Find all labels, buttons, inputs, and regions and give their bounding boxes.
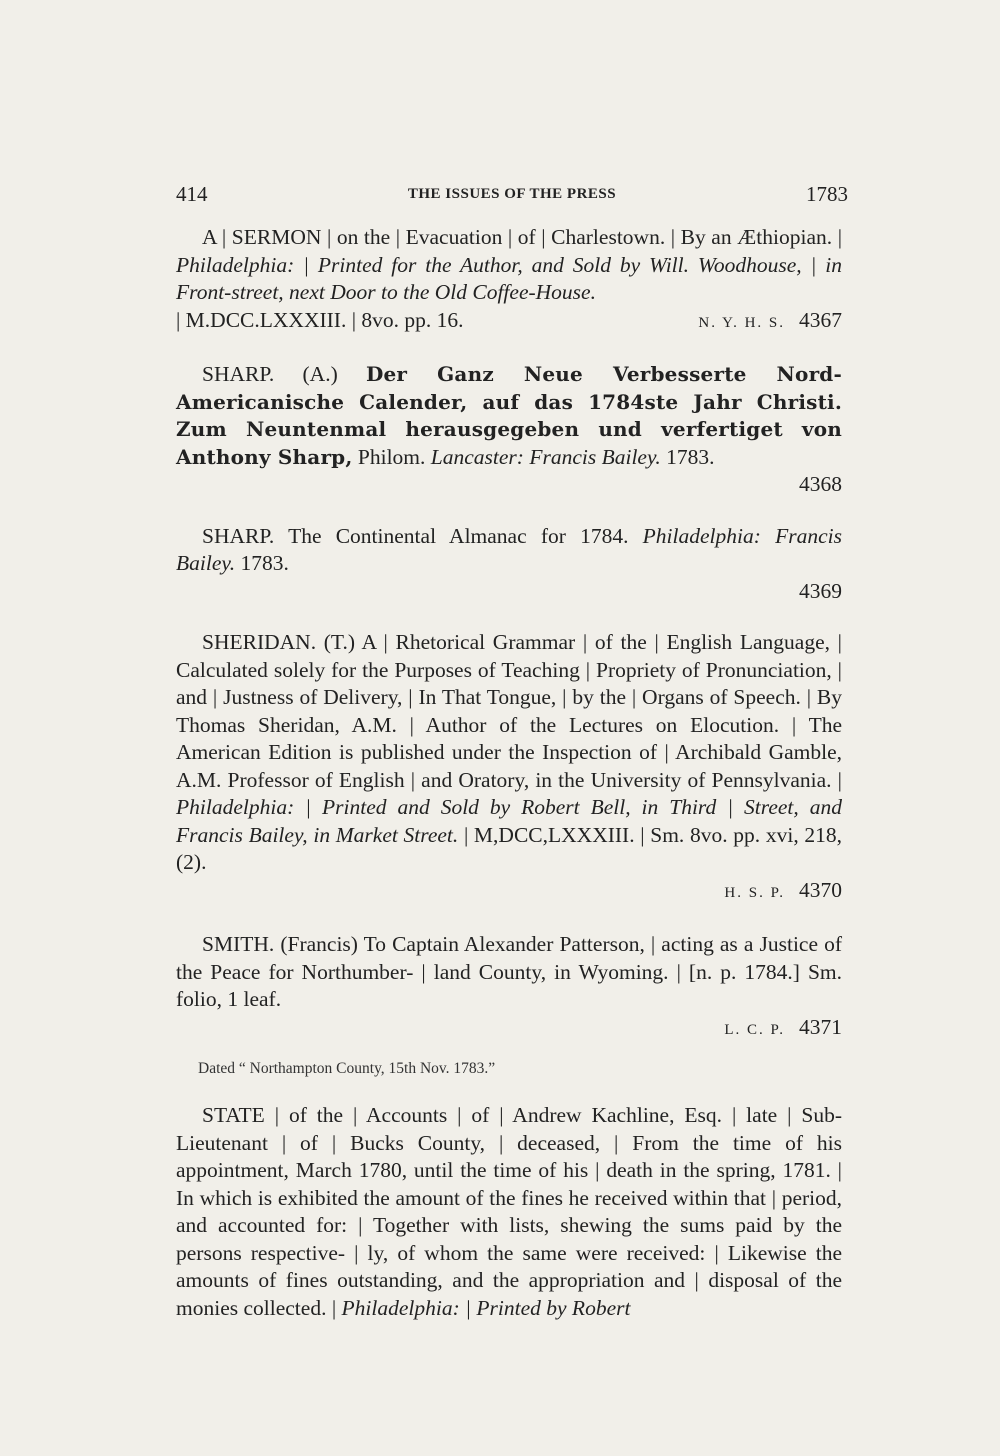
- entry-tail: [176, 877, 842, 908]
- entries-body: [176, 224, 842, 1346]
- header-year: 1783: [806, 182, 848, 206]
- entry-author: SHARP. (A.): [202, 362, 366, 386]
- entry-text: SHARP. The Continental Almanac for 1784.: [202, 523, 643, 548]
- entry-text: SHERIDAN. (T.) A | Rhetorical Grammar | of the | English Language, | Calculated solely for the Purposes of Teaching | Propriety of Pronunciation, | and | Justness of Delivery, | In That Tongue, | by the | Organs of Speech. | By Thomas Sheridan, A.M. | Author of the Lectures on Elocution. | The American Edition is published under the Inspection of | Archibald Gamble, A.M. Professor of English | and Oratory, in the University of Pennsylvania. |: [176, 630, 842, 792]
- entry-fraktur-title: Der Ganz Neue Verbesserte Nord-Americanische Calender, auf das 1784ste Jahr Christi. Zum Neuntenmal herausgegeben und verfertiget von Anthony Sharp,: [176, 362, 842, 469]
- entry-note: Dated “ Northampton County, 15th Nov. 1783.”: [198, 1060, 496, 1077]
- page-number: 414: [176, 182, 208, 206]
- entry-imprint: Philadelphia: | Printed for the Author, and Sold by Will. Woodhouse, | in Front-street, next Door to the Old Coffee-House.: [176, 252, 842, 304]
- entry-text: Philom.: [352, 444, 431, 469]
- entry-4371: [176, 931, 842, 1044]
- entry-4367: [176, 224, 842, 337]
- entry-tail: [176, 471, 842, 499]
- entry-location: L. C. P.: [724, 1021, 785, 1038]
- entry-location: N. Y. H. S.: [698, 314, 785, 331]
- entry-text: SMITH. (Francis) To Captain Alexander Patterson, | acting as a Justice of the Peace for Northumber- | land County, in Wyoming. | [n. p. 1784.] Sm. folio, 1 leaf.: [176, 932, 842, 1011]
- entry-imprint: Philadelphia: | Printed by Robert: [341, 1295, 631, 1320]
- page-header: [176, 182, 848, 212]
- entry-4369: [176, 523, 842, 606]
- entry-imprint: Philadelphia: | Printed and Sold by Robert Bell, in Third | Street, and Francis Bailey, in Market Street.: [176, 795, 842, 847]
- entry-tail: [176, 578, 842, 606]
- entry-location: H. S. P.: [724, 884, 785, 901]
- entry-imprint: Philadelphia: Francis Bailey.: [176, 523, 842, 575]
- entry-4370: [176, 629, 842, 907]
- entry-number: 4368: [799, 472, 842, 496]
- entry-number: 4370: [799, 877, 842, 902]
- entry-number: 4371: [799, 1014, 842, 1039]
- entry-tail: [176, 307, 842, 338]
- entry-state-accounts: [176, 1102, 842, 1322]
- entry-text: STATE | of the | Accounts | of | Andrew Kachline, Esq. | late | Sub-Lieutenant | of | Bucks County, | deceased, | From the time of his appointment, March 1780, until the time of his | death in the spring, 1781. | In which is exhibited the amount of the fines he received within that | period, and accounted for: | Together with lists, shewing the sums paid by the persons respective- | ly, of whom the same were received: | Likewise the amounts of fines outstanding, and the appropriation and | disposal of the monies collected. |: [176, 1103, 842, 1320]
- entry-format: 1783.: [235, 551, 289, 575]
- entry-number: 4367: [799, 307, 842, 332]
- entry-number: 4369: [799, 578, 842, 603]
- entry-format: | M,DCC,LXXXIII. | Sm. 8vo. pp. xvi, 218, (2).: [176, 822, 843, 874]
- entry-4368: [176, 361, 842, 499]
- entry-text: A | SERMON | on the | Evacuation | of | Charlestown. | By an Æthiopian. |: [202, 225, 842, 249]
- entry-tail: [176, 1014, 842, 1045]
- entry-format: | M.DCC.LXXXIII. | 8vo. pp. 16.: [176, 307, 464, 332]
- entry-format: 1783.: [660, 444, 715, 469]
- entry-imprint: Lancaster: Francis Bailey.: [430, 444, 661, 469]
- running-title: THE ISSUES OF THE PRESS: [407, 186, 617, 202]
